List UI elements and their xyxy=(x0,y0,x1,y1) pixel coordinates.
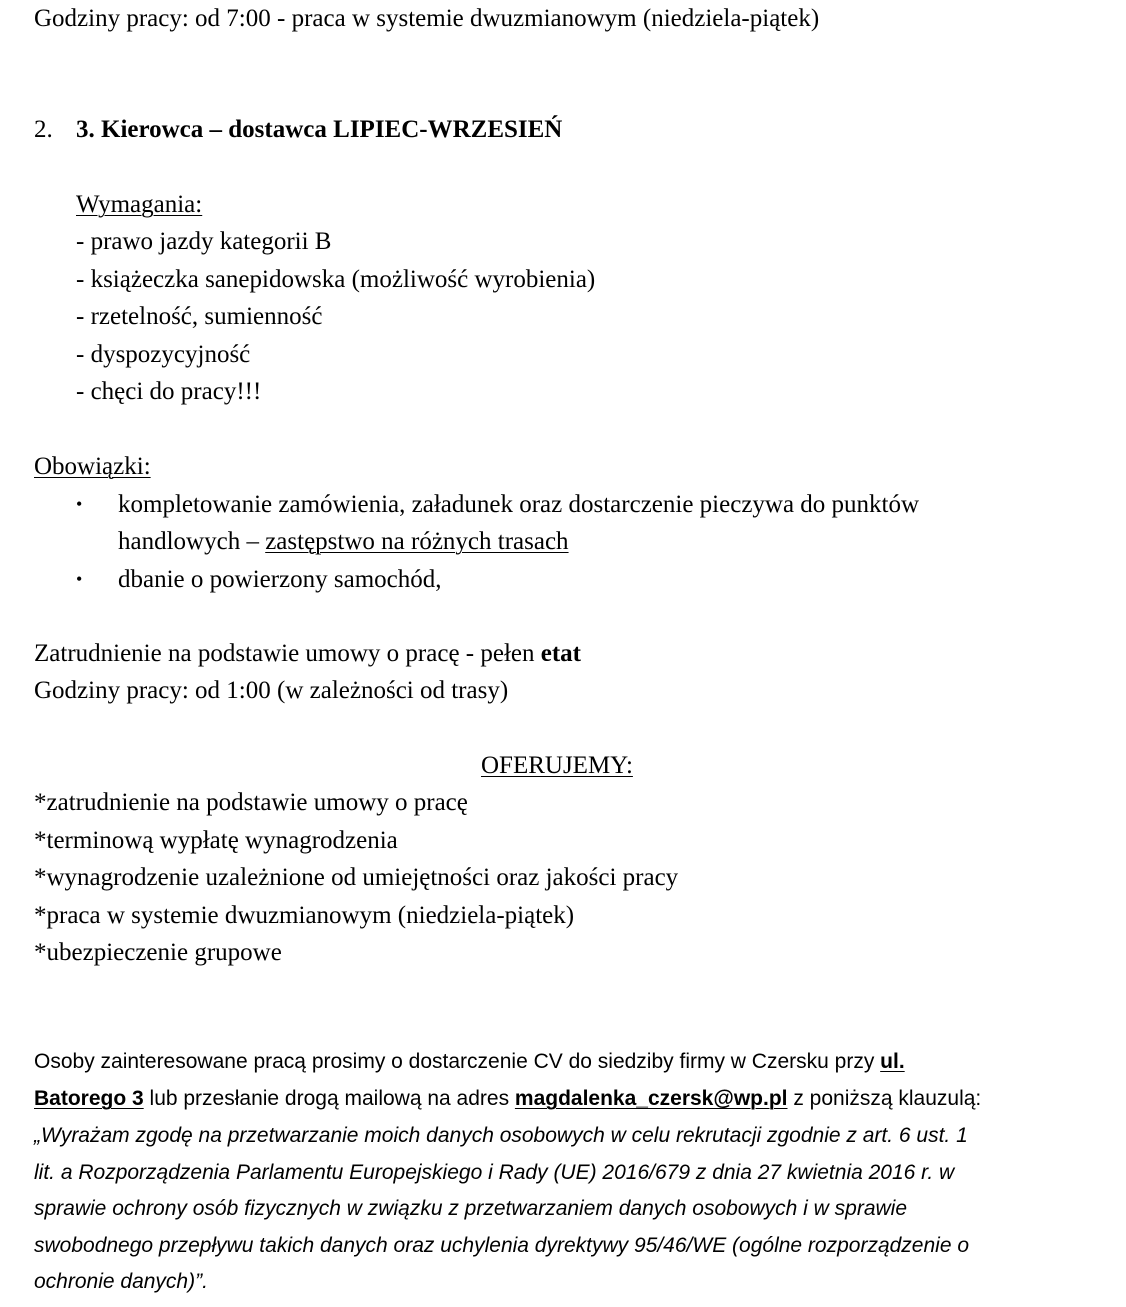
contact-text: z poniższą klauzulą: xyxy=(787,1087,982,1110)
offer-item: *zatrudnienie na podstawie umowy o pracę xyxy=(34,789,468,816)
offer-heading: OFERUJEMY: xyxy=(481,752,633,779)
consent-clause-line: ochronie danych)”. xyxy=(34,1270,208,1293)
duty-item-prefix: handlowych – xyxy=(118,528,266,555)
duty-item-underlined: zastępstwo na różnych trasach xyxy=(265,528,569,555)
offer-item: *praca w systemie dwuzmianowym (niedziela-piątek) xyxy=(34,902,575,929)
previous-hours-line: Godziny pracy: od 7:00 - praca w systemie dwuzmianowym (niedziela-piątek) xyxy=(34,5,820,32)
email-link[interactable]: magdalenka_czersk@wp.pl xyxy=(514,1087,788,1110)
requirement-item: - książeczka sanepidowska (możliwość wyrobienia) xyxy=(76,266,596,293)
requirement-item: - rzetelność, sumienność xyxy=(76,303,323,330)
duty-item-line xyxy=(118,523,569,561)
consent-clause-line: sprawie ochrony osób fizycznych w związku z przetwarzaniem danych osobowych i w sprawie xyxy=(34,1197,908,1220)
contact-text: Osoby zainteresowane pracą prosimy o dostarczenie CV do siedziby firmy w Czersku przy xyxy=(34,1050,881,1073)
consent-clause-line: „Wyrażam zgodę na przetwarzanie moich danych osobowych w celu rekrutacji zgodnie z art. 6 ust. 1 xyxy=(34,1124,968,1147)
offer-item: *wynagrodzenie uzależnione od umiejętności oraz jakości pracy xyxy=(34,864,679,891)
requirement-item: - chęci do pracy!!! xyxy=(76,378,262,405)
address-link: ul. xyxy=(880,1050,905,1073)
bullet-icon: • xyxy=(76,569,83,589)
bullet-icon: • xyxy=(76,494,83,514)
employment-text: Zatrudnienie na podstawie umowy o pracę - pełen xyxy=(34,640,541,667)
requirement-item: - prawo jazdy kategorii B xyxy=(76,228,332,255)
contact-line xyxy=(34,1044,905,1081)
job-hours-line: Godziny pracy: od 1:00 (w zależności od trasy) xyxy=(34,677,509,704)
duty-item-line: kompletowanie zamówienia, załadunek oraz dostarczenie pieczywa do punktów xyxy=(118,491,920,518)
consent-clause-line: swobodnego przepływu takich danych oraz uchylenia dyrektywy 95/46/WE (ogólne rozporządzenie o xyxy=(34,1234,970,1257)
contact-line xyxy=(34,1081,981,1118)
job-title: 3. Kierowca – dostawca LIPIEC-WRZESIEŃ xyxy=(76,116,563,143)
employment-bold: etat xyxy=(540,640,582,667)
contact-text: lub przesłanie drogą mailową na adres xyxy=(143,1087,515,1110)
consent-clause-line: lit. a Rozporządzenia Parlamentu Europejskiego i Rady (UE) 2016/679 z dnia 27 kwietnia 2016 r. w xyxy=(34,1161,955,1184)
requirements-heading: Wymagania: xyxy=(76,191,203,218)
requirement-item: - dyspozycyjność xyxy=(76,341,251,368)
offer-item: *ubezpieczenie grupowe xyxy=(34,939,282,966)
offer-item: *terminową wypłatę wynagrodzenia xyxy=(34,827,398,854)
job-number: 2. xyxy=(34,116,53,143)
address-link: Batorego 3 xyxy=(34,1087,144,1110)
duties-heading: Obowiązki: xyxy=(34,453,151,480)
duty-item-line: dbanie o powierzony samochód, xyxy=(118,566,442,593)
employment-line xyxy=(34,635,581,673)
